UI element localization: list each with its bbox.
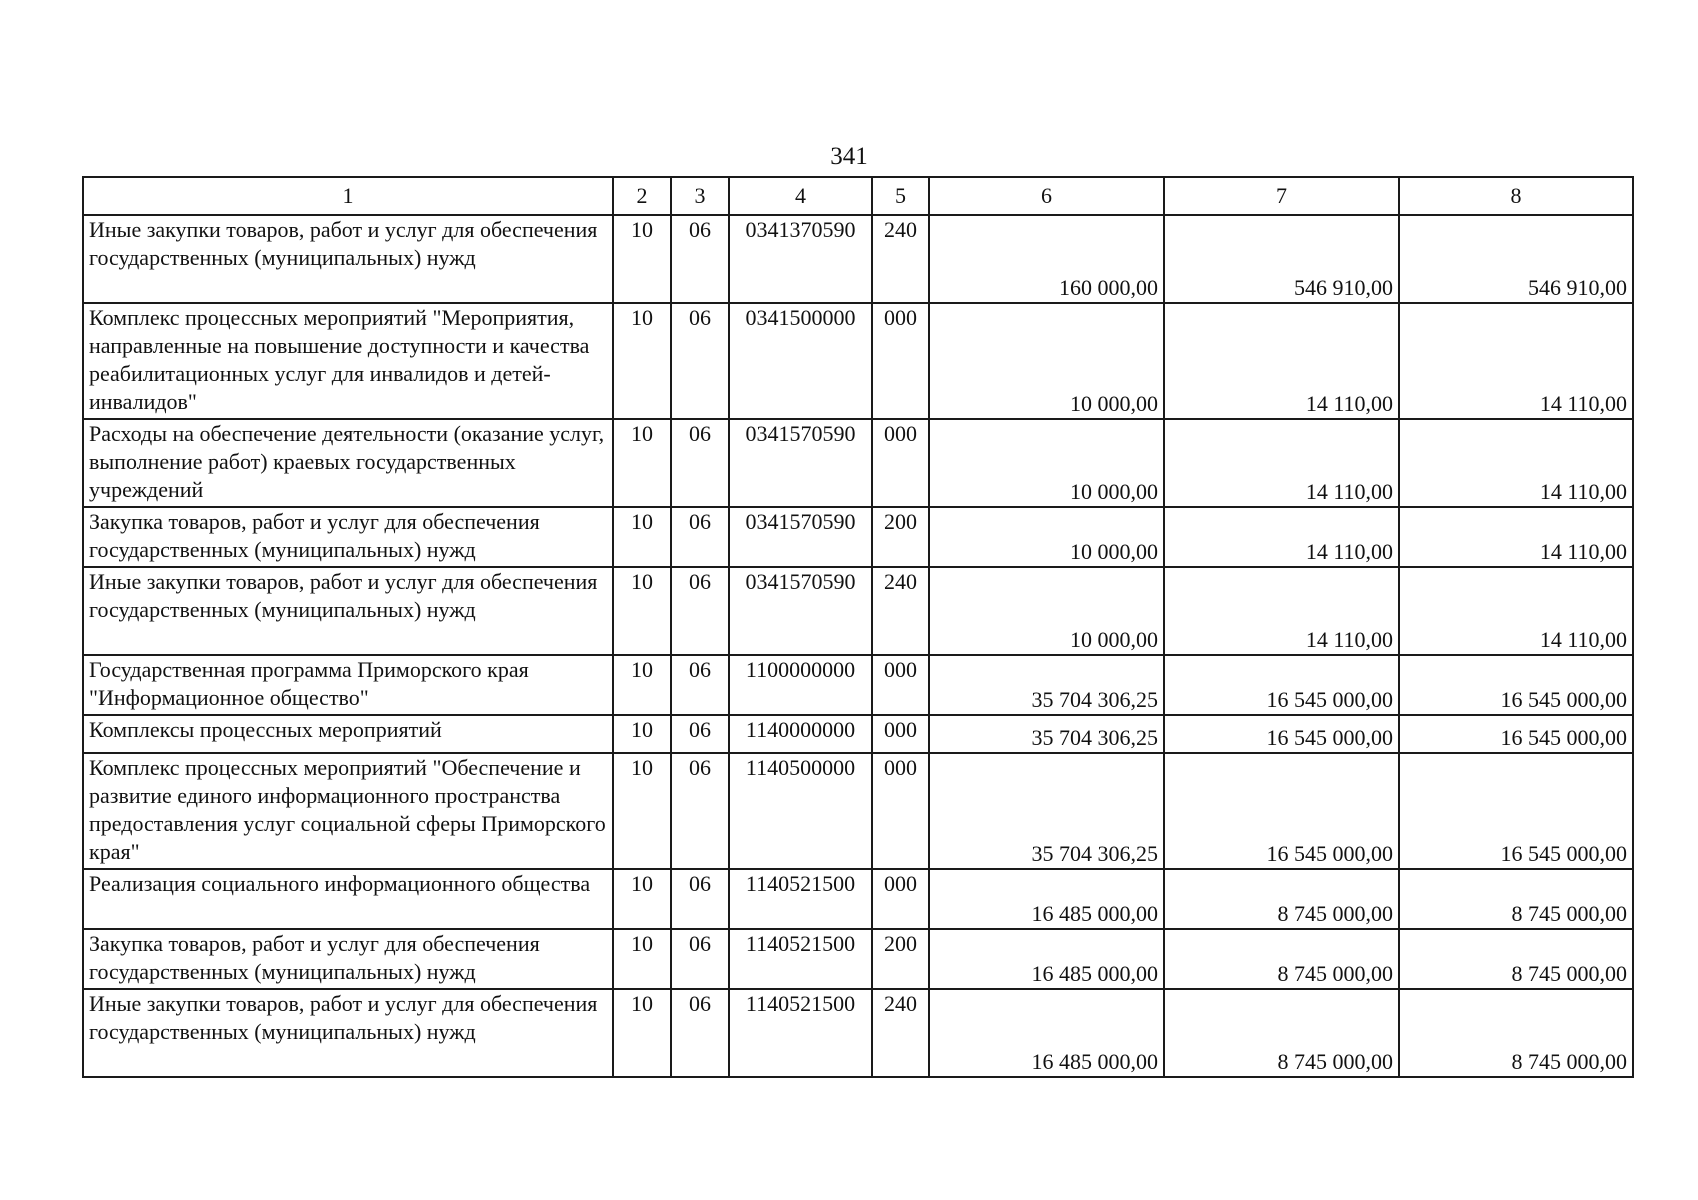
amount-col-6: 10 000,00 <box>929 419 1164 507</box>
expense-type-code: 000 <box>872 303 929 419</box>
subsection-code: 06 <box>671 869 729 929</box>
amount-col-8: 546 910,00 <box>1399 215 1633 303</box>
table-row <box>83 715 1633 753</box>
target-article-code: 1140521500 <box>729 929 872 989</box>
amount-col-8: 14 110,00 <box>1399 419 1633 507</box>
section-code: 10 <box>613 215 671 303</box>
expense-type-code: 000 <box>872 419 929 507</box>
section-code: 10 <box>613 303 671 419</box>
target-article-code: 0341570590 <box>729 419 872 507</box>
subsection-code: 06 <box>671 215 729 303</box>
table-row <box>83 215 1633 303</box>
target-article-code: 1140521500 <box>729 989 872 1077</box>
table-row <box>83 929 1633 989</box>
subsection-code: 06 <box>671 929 729 989</box>
amount-col-8: 14 110,00 <box>1399 303 1633 419</box>
item-name: Иные закупки товаров, работ и услуг для обеспечения государственных (муниципальных) нужд <box>83 989 613 1077</box>
column-header: 3 <box>671 177 729 215</box>
subsection-code: 06 <box>671 507 729 567</box>
section-code: 10 <box>613 419 671 507</box>
target-article-code: 0341500000 <box>729 303 872 419</box>
subsection-code: 06 <box>671 715 729 753</box>
section-code: 10 <box>613 929 671 989</box>
column-header: 4 <box>729 177 872 215</box>
target-article-code: 0341570590 <box>729 507 872 567</box>
amount-col-7: 14 110,00 <box>1164 567 1399 655</box>
expense-type-code: 000 <box>872 753 929 869</box>
expense-type-code: 200 <box>872 507 929 567</box>
section-code: 10 <box>613 507 671 567</box>
table-row <box>83 303 1633 419</box>
amount-col-8: 16 545 000,00 <box>1399 655 1633 715</box>
target-article-code: 0341570590 <box>729 567 872 655</box>
item-name: Государственная программа Приморского края "Информационное общество" <box>83 655 613 715</box>
item-name: Иные закупки товаров, работ и услуг для обеспечения государственных (муниципальных) нужд <box>83 215 613 303</box>
subsection-code: 06 <box>671 753 729 869</box>
amount-col-8: 16 545 000,00 <box>1399 753 1633 869</box>
amount-col-6: 10 000,00 <box>929 507 1164 567</box>
target-article-code: 1140521500 <box>729 869 872 929</box>
table-row <box>83 567 1633 655</box>
section-code: 10 <box>613 567 671 655</box>
amount-col-8: 8 745 000,00 <box>1399 869 1633 929</box>
column-header: 7 <box>1164 177 1399 215</box>
table-body <box>83 215 1633 1077</box>
expense-type-code: 000 <box>872 869 929 929</box>
amount-col-6: 16 485 000,00 <box>929 929 1164 989</box>
amount-col-6: 10 000,00 <box>929 303 1164 419</box>
amount-col-7: 14 110,00 <box>1164 303 1399 419</box>
section-code: 10 <box>613 869 671 929</box>
table-header-row <box>83 177 1633 215</box>
expense-type-code: 000 <box>872 715 929 753</box>
amount-col-7: 16 545 000,00 <box>1164 753 1399 869</box>
column-header: 6 <box>929 177 1164 215</box>
amount-col-6: 10 000,00 <box>929 567 1164 655</box>
item-name: Комплексы процессных мероприятий <box>83 715 613 753</box>
subsection-code: 06 <box>671 989 729 1077</box>
page-number: 341 <box>830 143 868 170</box>
item-name: Закупка товаров, работ и услуг для обеспечения государственных (муниципальных) нужд <box>83 929 613 989</box>
subsection-code: 06 <box>671 303 729 419</box>
amount-col-8: 8 745 000,00 <box>1399 929 1633 989</box>
budget-table <box>82 176 1634 1078</box>
item-name: Закупка товаров, работ и услуг для обеспечения государственных (муниципальных) нужд <box>83 507 613 567</box>
amount-col-6: 35 704 306,25 <box>929 753 1164 869</box>
amount-col-6: 160 000,00 <box>929 215 1164 303</box>
item-name: Комплекс процессных мероприятий "Обеспечение и развитие единого информационного пространства предоставления услуг социальной сферы Приморского края" <box>83 753 613 869</box>
target-article-code: 0341370590 <box>729 215 872 303</box>
amount-col-7: 8 745 000,00 <box>1164 869 1399 929</box>
target-article-code: 1100000000 <box>729 655 872 715</box>
amount-col-7: 8 745 000,00 <box>1164 989 1399 1077</box>
subsection-code: 06 <box>671 655 729 715</box>
amount-col-8: 14 110,00 <box>1399 507 1633 567</box>
table-row <box>83 869 1633 929</box>
expense-type-code: 000 <box>872 655 929 715</box>
table-row <box>83 753 1633 869</box>
section-code: 10 <box>613 989 671 1077</box>
amount-col-6: 16 485 000,00 <box>929 869 1164 929</box>
expense-type-code: 240 <box>872 215 929 303</box>
column-header: 5 <box>872 177 929 215</box>
item-name: Расходы на обеспечение деятельности (оказание услуг, выполнение работ) краевых государственных учреждений <box>83 419 613 507</box>
amount-col-7: 16 545 000,00 <box>1164 715 1399 753</box>
amount-col-6: 16 485 000,00 <box>929 989 1164 1077</box>
amount-col-6: 35 704 306,25 <box>929 655 1164 715</box>
item-name: Иные закупки товаров, работ и услуг для обеспечения государственных (муниципальных) нужд <box>83 567 613 655</box>
table-row <box>83 655 1633 715</box>
amount-col-8: 16 545 000,00 <box>1399 715 1633 753</box>
amount-col-7: 14 110,00 <box>1164 419 1399 507</box>
subsection-code: 06 <box>671 567 729 655</box>
section-code: 10 <box>613 753 671 869</box>
column-header: 8 <box>1399 177 1633 215</box>
item-name: Комплекс процессных мероприятий "Мероприятия, направленные на повышение доступности и качества реабилитационных услуг для инвалидов и детей-инвалидов" <box>83 303 613 419</box>
amount-col-8: 8 745 000,00 <box>1399 989 1633 1077</box>
expense-type-code: 200 <box>872 929 929 989</box>
section-code: 10 <box>613 655 671 715</box>
table-row <box>83 419 1633 507</box>
amount-col-7: 8 745 000,00 <box>1164 929 1399 989</box>
table-row <box>83 507 1633 567</box>
item-name: Реализация социального информационного общества <box>83 869 613 929</box>
expense-type-code: 240 <box>872 989 929 1077</box>
column-header: 1 <box>83 177 613 215</box>
amount-col-8: 14 110,00 <box>1399 567 1633 655</box>
amount-col-6: 35 704 306,25 <box>929 715 1164 753</box>
target-article-code: 1140000000 <box>729 715 872 753</box>
expense-type-code: 240 <box>872 567 929 655</box>
target-article-code: 1140500000 <box>729 753 872 869</box>
column-header: 2 <box>613 177 671 215</box>
amount-col-7: 14 110,00 <box>1164 507 1399 567</box>
section-code: 10 <box>613 715 671 753</box>
table-row <box>83 989 1633 1077</box>
subsection-code: 06 <box>671 419 729 507</box>
amount-col-7: 546 910,00 <box>1164 215 1399 303</box>
amount-col-7: 16 545 000,00 <box>1164 655 1399 715</box>
